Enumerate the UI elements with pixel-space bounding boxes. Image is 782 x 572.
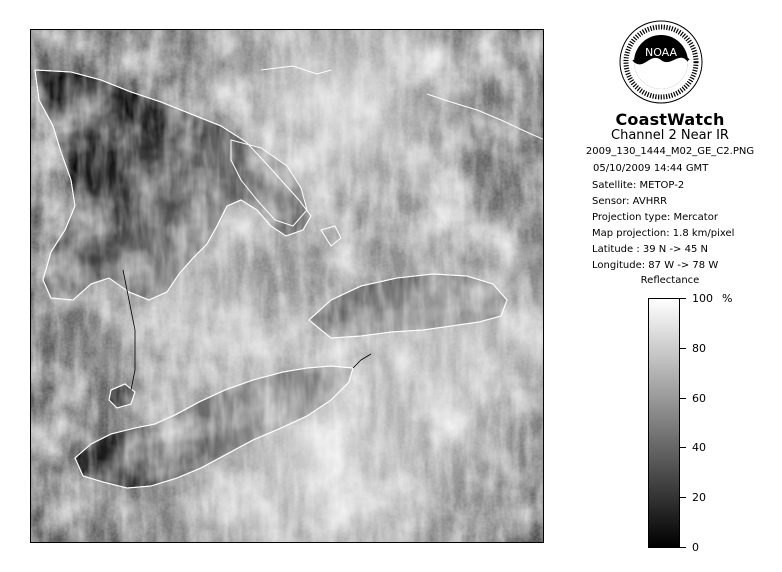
colorbar-tick-label: 0: [692, 541, 699, 554]
product-name: CoastWatch: [615, 110, 725, 129]
colorbar-tick-label: 100: [692, 292, 713, 305]
file-name: 2009_130_1444_M02_GE_C2.PNG: [585, 146, 755, 157]
colorbar-tick-mark: [680, 348, 686, 349]
map-projection: Map projection: 1.8 km/pixel: [592, 228, 735, 239]
colorbar-tick-label: 80: [692, 341, 706, 355]
satellite-image: [30, 29, 544, 543]
colorbar-tick-mark: [680, 398, 686, 399]
channel-label: Channel 2 Near IR: [611, 128, 729, 143]
colorbar-tick-mark: [680, 447, 686, 448]
colorbar-tick-mark: [680, 547, 686, 548]
sensor-info: Sensor: AVHRR: [592, 196, 668, 207]
latitude-range: Latitude : 39 N -> 45 N: [592, 244, 708, 255]
legend-unit: %: [722, 292, 733, 305]
date-time: 05/10/2009 14:44 GMT: [593, 163, 709, 174]
satellite-map: [31, 30, 544, 543]
projection-type: Projection type: Mercator: [592, 212, 718, 223]
colorbar-tick-mark: [680, 497, 686, 498]
colorbar-tick-mark: [680, 298, 686, 299]
colorbar-tick-label: 20: [692, 491, 706, 505]
longitude-range: Longitude: 87 W -> 78 W: [592, 260, 719, 271]
colorbar-tick-label: 40: [692, 441, 706, 455]
reflectance-colorbar: [648, 298, 680, 548]
svg-text:NOAA: NOAA: [644, 46, 678, 59]
colorbar-tick-label: 60: [692, 391, 706, 405]
legend-title: Reflectance: [640, 275, 700, 286]
noaa-logo: [619, 20, 703, 104]
satellite-info: Satellite: METOP-2: [592, 180, 685, 191]
